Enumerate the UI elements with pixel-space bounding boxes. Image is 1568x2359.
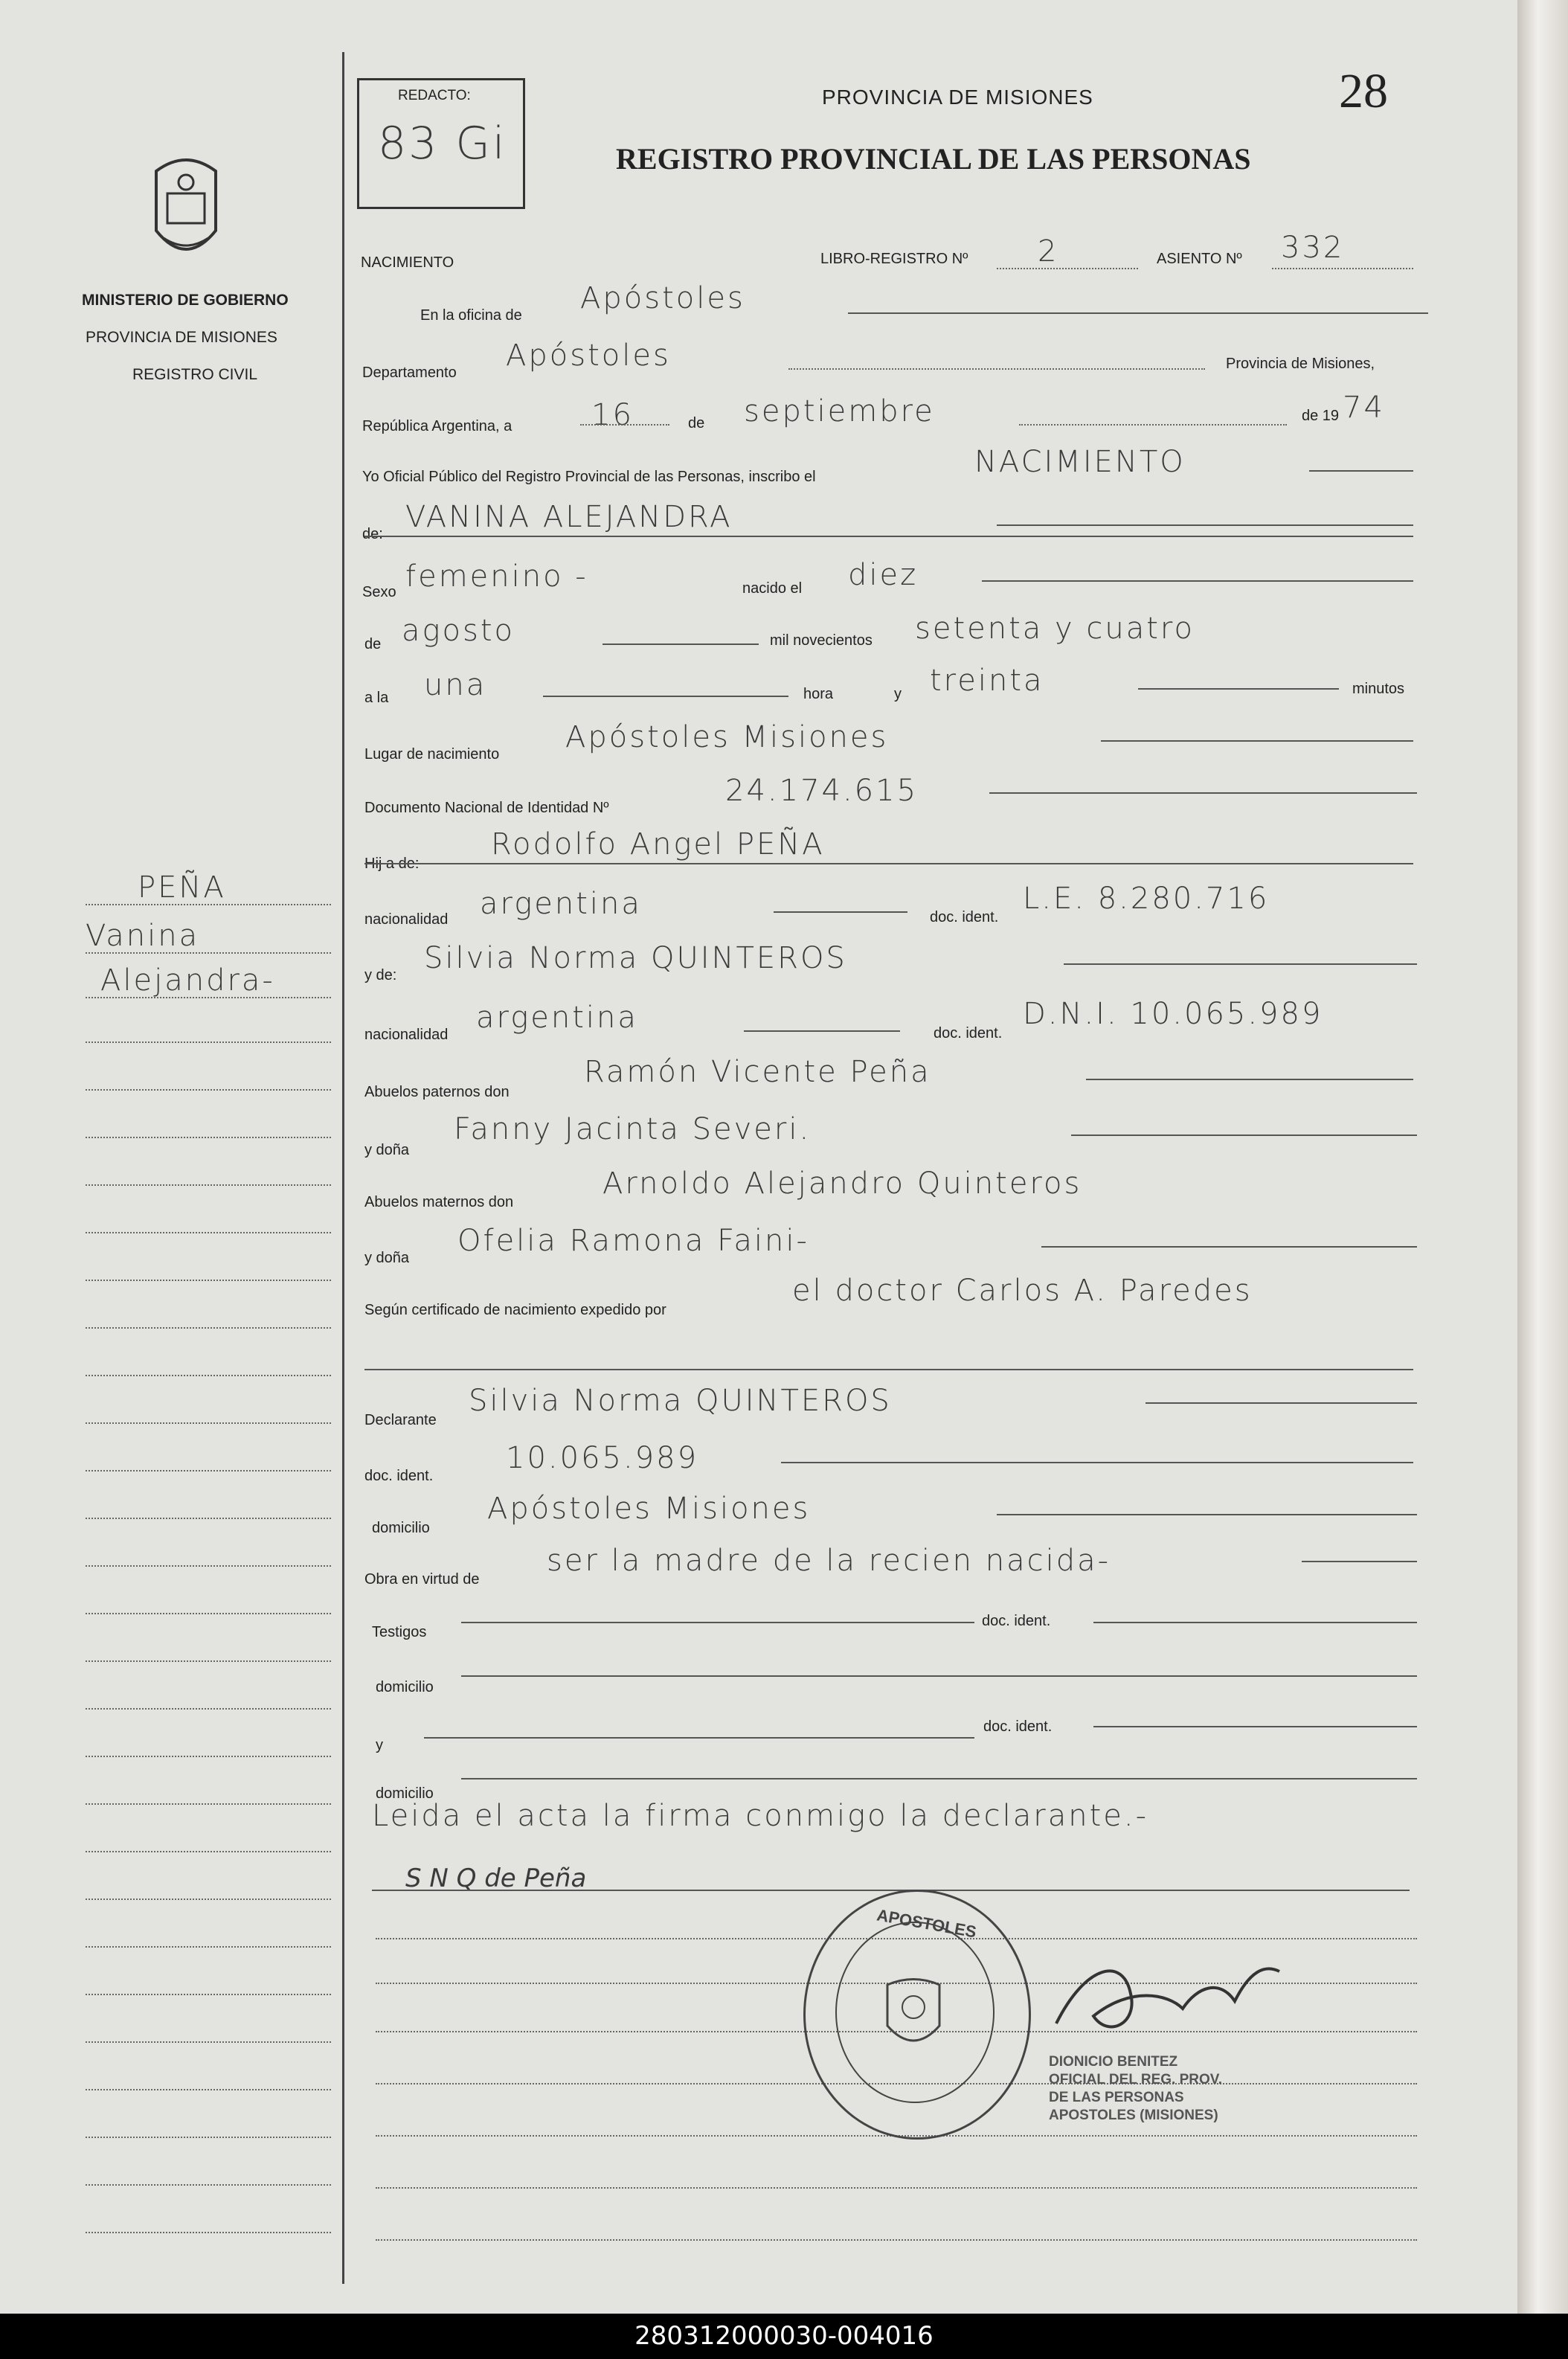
- minutos-value: treinta: [930, 664, 1044, 698]
- madre-doc-value: D.N.I. 10.065.989: [1023, 997, 1323, 1031]
- form-line: [461, 1778, 1417, 1779]
- nacido-mes-value: agosto: [402, 614, 515, 648]
- padre-value: Rodolfo Angel PEÑA: [491, 827, 825, 861]
- asiento-line: [1272, 268, 1413, 269]
- republica-label-label: República Argentina, a: [362, 418, 513, 434]
- abuela-p-value: Fanny Jacinta Severi.: [454, 1112, 812, 1146]
- form-line: [461, 1675, 1417, 1677]
- redacto-label: REDACTO:: [398, 88, 471, 103]
- nacionalidad-label-label: nacionalidad: [364, 1027, 449, 1043]
- certificado-label-label: Según certificado de nacimiento expedido por: [364, 1302, 666, 1318]
- book-binding: [1517, 0, 1568, 2314]
- anio-label-label: de 19: [1302, 408, 1340, 424]
- nacido-anio-value: setenta y cuatro: [915, 612, 1195, 646]
- libro-value: 2: [1038, 234, 1059, 269]
- blank-line: [376, 2239, 1417, 2241]
- oficina-label-label: En la oficina de: [420, 307, 522, 324]
- certificado-value: el doctor Carlos A. Paredes: [792, 1274, 1253, 1308]
- doc-ident-label-label: doc. ident.: [930, 909, 999, 925]
- margin-dotted-line: [86, 1137, 331, 1138]
- y-label-label: y: [894, 686, 902, 702]
- official-stamp-line-1: DIONICIO BENITEZ: [1049, 2054, 1178, 2070]
- decl-doc-label-label: doc. ident.: [364, 1468, 434, 1484]
- form-line: [1071, 1134, 1417, 1136]
- domicilio-label-label: domicilio: [376, 1785, 434, 1802]
- form-line: [1093, 1726, 1417, 1727]
- form-line: [603, 643, 759, 645]
- official-stamp-line-2: OFICIAL DEL REG. PROV.: [1049, 2072, 1222, 2087]
- official-signature: [1041, 1942, 1294, 2053]
- form-line: [580, 424, 669, 426]
- margin-dotted-line: [86, 1089, 331, 1091]
- de-label-label: de: [688, 415, 705, 431]
- official-seal: [803, 1890, 1031, 2140]
- form-line: [1064, 963, 1417, 965]
- margin-middle-name: Alejandra-: [100, 963, 275, 998]
- form-line: [788, 368, 1205, 370]
- doc-ident-label-label: doc. ident.: [983, 1718, 1053, 1735]
- form-line: [364, 1369, 1413, 1370]
- margin-dotted-line: [86, 1708, 331, 1710]
- registry-title: REGISTRO PROVINCIAL DE LAS PERSONAS: [616, 142, 1251, 176]
- margin-dotted-line: [86, 1946, 331, 1948]
- asiento-value: 332: [1281, 231, 1345, 265]
- ydona-label-label: y doña: [364, 1250, 410, 1266]
- declarante-value: Silvia Norma QUINTEROS: [469, 1384, 892, 1418]
- margin-surname: PEÑA: [138, 870, 226, 905]
- registry-label: REGISTRO CIVIL: [132, 366, 258, 383]
- obra-value: ser la madre de la recien nacida-: [547, 1544, 1111, 1578]
- margin-dotted-line: [86, 1851, 331, 1852]
- margin-dotted-line: [86, 1613, 331, 1614]
- blank-line: [372, 1890, 1410, 1891]
- margin-dotted-line: [86, 1280, 331, 1281]
- declarante-label-label: Declarante: [364, 1412, 437, 1428]
- margin-dotted-line: [86, 1803, 331, 1805]
- form-line: [364, 863, 1413, 864]
- form-line: [848, 312, 1428, 314]
- margin-dotted-line: [86, 1899, 331, 1900]
- firma-declarante-value: S N Q de Peña: [405, 1864, 587, 1893]
- padre-nac-value: argentina: [480, 887, 642, 921]
- record-type-label: NACIMIENTO: [361, 254, 454, 271]
- departamento-value: Apóstoles: [506, 338, 671, 373]
- form-line: [1138, 688, 1339, 690]
- margin-dotted-line: [86, 2089, 331, 2090]
- departamento-label-label: Departamento: [362, 365, 457, 381]
- a-la-label-label: a la: [364, 690, 389, 706]
- asiento-label: ASIENTO Nº: [1157, 251, 1242, 267]
- redacto-box: [357, 78, 525, 209]
- domicilio-label-label: domicilio: [372, 1520, 430, 1536]
- form-line: [1093, 1622, 1417, 1623]
- margin-dotted-line: [86, 2232, 331, 2233]
- libro-label: LIBRO-REGISTRO Nº: [820, 251, 968, 267]
- margin-dotted-line: [86, 1422, 331, 1424]
- libro-line: [997, 268, 1138, 269]
- seal-coat-of-arms-icon: [880, 1974, 947, 2055]
- form-line: [997, 524, 1413, 526]
- form-line: [1101, 740, 1413, 742]
- abuela-m-value: Ofelia Ramona Faini-: [457, 1224, 809, 1258]
- mes-value: septiembre: [744, 394, 935, 429]
- form-line: [364, 536, 1413, 537]
- margin-dotted-line: [86, 1470, 331, 1471]
- blank-line: [376, 2187, 1417, 2189]
- y-testigo-label-label: y: [376, 1737, 383, 1753]
- decl-doc-value: 10.065.989: [506, 1441, 699, 1475]
- doc-ident-label-label: doc. ident.: [982, 1613, 1051, 1629]
- margin-dotted-line: [86, 2184, 331, 2186]
- margin-first-name: Vanina: [86, 919, 200, 953]
- margin-dotted-line: [86, 1518, 331, 1519]
- nacido-label-label: nacido el: [742, 580, 803, 597]
- anio-value: 74: [1343, 391, 1385, 425]
- official-name-stamp: [1049, 2053, 1222, 2125]
- lugar-label-label: Lugar de nacimiento: [364, 746, 500, 763]
- margin-dotted-line: [86, 1994, 331, 1995]
- lugar-value: Apóstoles Misiones: [565, 720, 889, 754]
- provincia-label-label: Provincia de Misiones,: [1226, 356, 1375, 372]
- nacionalidad-label-label: nacionalidad: [364, 911, 449, 928]
- dia-value: 16: [591, 398, 634, 432]
- province-label-left: PROVINCIA DE MISIONES: [86, 329, 277, 346]
- domicilio-value: Apóstoles Misiones: [487, 1492, 811, 1526]
- official-stamp-line-4: APOSTOLES (MISIONES): [1049, 2108, 1218, 2123]
- form-line: [1019, 424, 1287, 426]
- form-line: [781, 1462, 1413, 1463]
- acto-value: NACIMIENTO: [974, 445, 1186, 479]
- minutos-label-label: minutos: [1352, 681, 1405, 697]
- form-line: [1086, 1079, 1413, 1080]
- dni-label-label: Documento Nacional de Identidad Nº: [364, 800, 609, 816]
- oficial-label-label: Yo Oficial Público del Registro Provincial de las Personas, inscribo el: [362, 469, 816, 485]
- obra-label-label: Obra en virtud de: [364, 1571, 480, 1588]
- abuelos-m-label-label: Abuelos maternos don: [364, 1194, 514, 1210]
- nombre-value: VANINA ALEJANDRA: [405, 500, 733, 534]
- page-number: 28: [1339, 64, 1388, 118]
- form-line: [997, 1514, 1417, 1515]
- margin-dotted-line: [86, 2137, 331, 2138]
- form-line: [1146, 1402, 1417, 1404]
- domicilio-label-label: domicilio: [376, 1679, 434, 1695]
- form-line: [982, 580, 1413, 582]
- form-line: [424, 1737, 974, 1739]
- ydona-label-label: y doña: [364, 1142, 410, 1158]
- margin-dotted-line: [86, 1660, 331, 1662]
- yde-label-label: y de:: [364, 967, 397, 983]
- leida-value: Leida el acta la firma conmigo la declarante.-: [372, 1799, 1149, 1833]
- form-line: [1041, 1246, 1417, 1248]
- form-line: [461, 1622, 974, 1623]
- form-line: [774, 911, 907, 913]
- madre-nac-value: argentina: [476, 1001, 638, 1035]
- margin-dotted-line: [86, 1327, 331, 1329]
- sexo-label-label: Sexo: [362, 584, 396, 600]
- form-line: [744, 1030, 900, 1032]
- nacido-dia-value: diez: [848, 558, 919, 592]
- mil-label-label: mil novecientos: [770, 632, 873, 649]
- redacto-value: 83 Gi: [378, 118, 507, 170]
- margin-dotted-line: [86, 952, 331, 954]
- form-line: [1309, 470, 1413, 472]
- margin-dotted-line: [86, 1232, 331, 1233]
- margin-dotted-line: [86, 904, 331, 905]
- form-line: [1302, 1561, 1417, 1562]
- province-title: PROVINCIA DE MISIONES: [822, 86, 1093, 109]
- dni-value: 24.174.615: [725, 774, 919, 808]
- margin-dotted-line: [86, 1184, 331, 1186]
- abuelo-p-value: Ramón Vicente Peña: [584, 1055, 931, 1089]
- margin-dotted-line: [86, 997, 331, 998]
- ministry-label: MINISTERIO DE GOBIERNO: [82, 292, 289, 309]
- hijo-label-label: Hij a de:: [364, 856, 420, 872]
- margin-dotted-line: [86, 1756, 331, 1757]
- abuelo-m-value: Arnoldo Alejandro Quinteros: [603, 1166, 1082, 1201]
- madre-value: Silvia Norma QUINTEROS: [424, 941, 847, 975]
- margin-dotted-line: [86, 1375, 331, 1376]
- seal-text: APOSTOLES: [875, 1905, 978, 1942]
- de2-label-label: de: [364, 636, 382, 652]
- column-divider: [342, 52, 344, 2284]
- margin-dotted-line: [86, 1565, 331, 1567]
- hora-label-label: hora: [803, 686, 834, 702]
- official-stamp-line-3: DE LAS PERSONAS: [1049, 2090, 1184, 2105]
- form-line: [543, 696, 788, 697]
- testigos-label-label: Testigos: [372, 1624, 427, 1640]
- image-id-footer: 280312000030-004016: [0, 2314, 1568, 2359]
- abuelos-p-label-label: Abuelos paternos don: [364, 1084, 510, 1100]
- sexo-value: femenino -: [405, 559, 588, 594]
- coat-of-arms-icon: [141, 149, 231, 268]
- hora-value: una: [424, 668, 487, 702]
- padre-doc-value: L.E. 8.280.716: [1023, 882, 1270, 916]
- de-name-label-label: de:: [362, 526, 383, 542]
- oficina-value: Apóstoles: [580, 281, 745, 315]
- form-line: [989, 792, 1417, 794]
- margin-dotted-line: [86, 1042, 331, 1043]
- doc-ident-label-label: doc. ident.: [934, 1025, 1003, 1042]
- margin-dotted-line: [86, 2041, 331, 2043]
